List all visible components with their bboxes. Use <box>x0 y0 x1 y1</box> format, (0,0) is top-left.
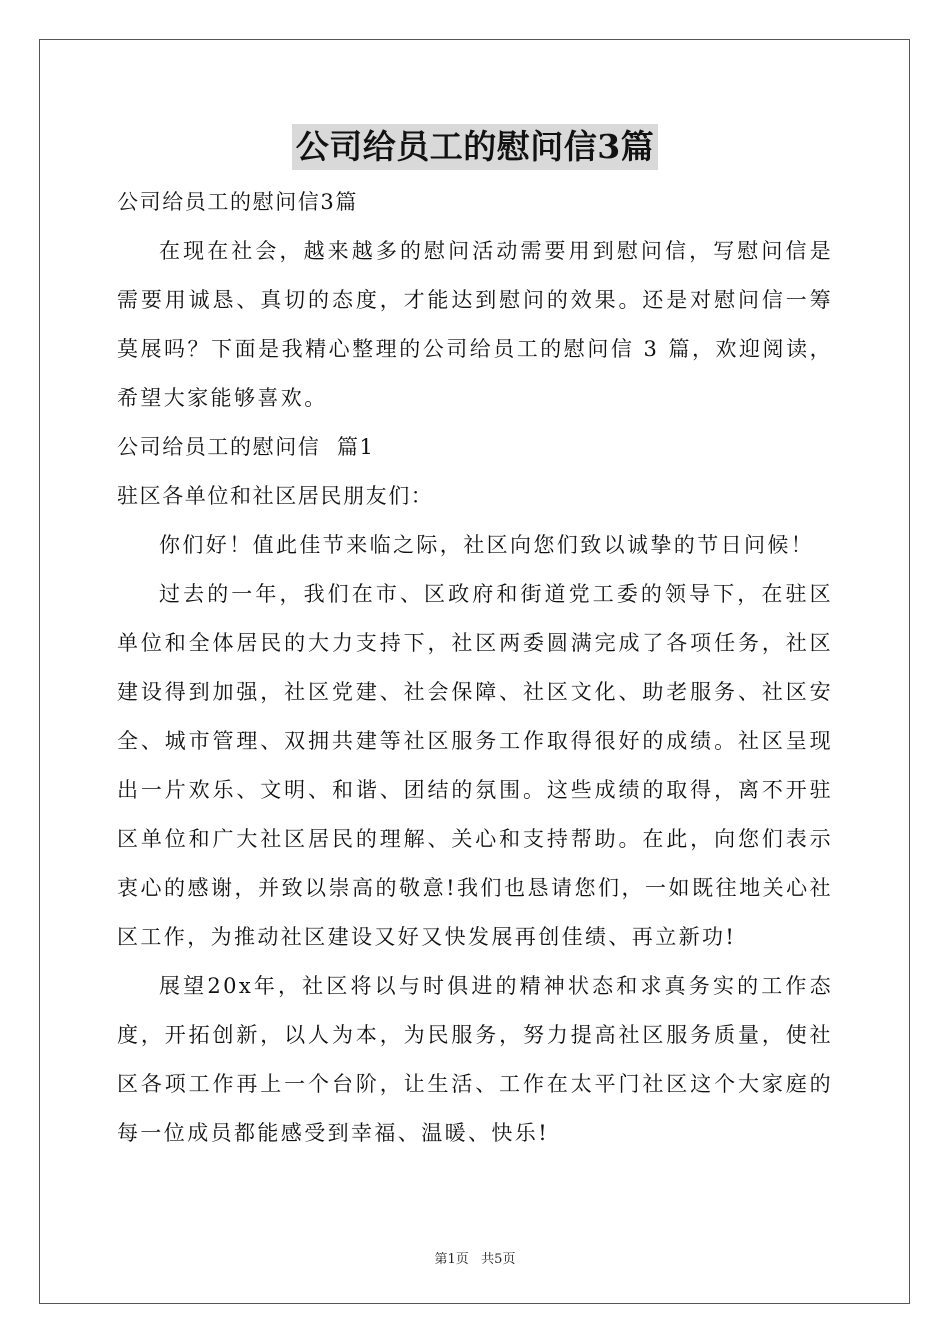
page-footer: 第1页 共5页 <box>434 1252 516 1267</box>
title-block <box>0 124 950 170</box>
document-subtitle: 公司给员工的慰问信3篇 <box>117 190 358 214</box>
body-paragraph-1: 过去的一年，我们在市、区政府和街道党工委的领导下，在驻区单位和全体居民的大力支持下，社区两委圆满完成了各项任务，社区建设得到加强，社区党建、社会保障、社区文化、助老服务、社区安全、城市管理、双拥共建等社区服务工作取得很好的成绩。社区呈现出一片欢乐、文明、和谐、团结的氛围。这些成绩的取得，离不开驻区单位和广大社区居民的理解、关心和支持帮助。在此，向您们表示衷心的感谢，并致以崇高的敬意!我们也恳请您们，一如既往地关心社区工作，为推动社区建设又好又快发展再创佳绩、再立新功! <box>117 582 833 949</box>
document-body <box>117 178 833 1158</box>
salutation: 驻区各单位和社区居民朋友们： <box>117 484 434 508</box>
section-heading: 公司给员工的慰问信 篇1 <box>117 435 375 459</box>
intro-paragraph: 在现在社会，越来越多的慰问活动需要用到慰问信，写慰问信是需要用诚恳、真切的态度，才能达到慰问的效果。还是对慰问信一筹莫展吗？下面是我精心整理的公司给员工的慰问信 3 篇，欢迎阅读，希望大家能够喜欢。 <box>117 239 833 410</box>
document-title: 公司给员工的慰问信3篇 <box>292 124 658 170</box>
greeting-paragraph: 你们好！值此佳节来临之际，社区向您们致以诚挚的节日问候！ <box>159 533 815 557</box>
body-paragraph-2: 展望20x年，社区将以与时俱进的精神状态和求真务实的工作态度，开拓创新，以人为本，为民服务，努力提高社区服务质量，使社区各项工作再上一个台阶，让生活、工作在太平门社区这个大家庭的每一位成员都能感受到幸福、温暖、快乐! <box>117 974 833 1145</box>
